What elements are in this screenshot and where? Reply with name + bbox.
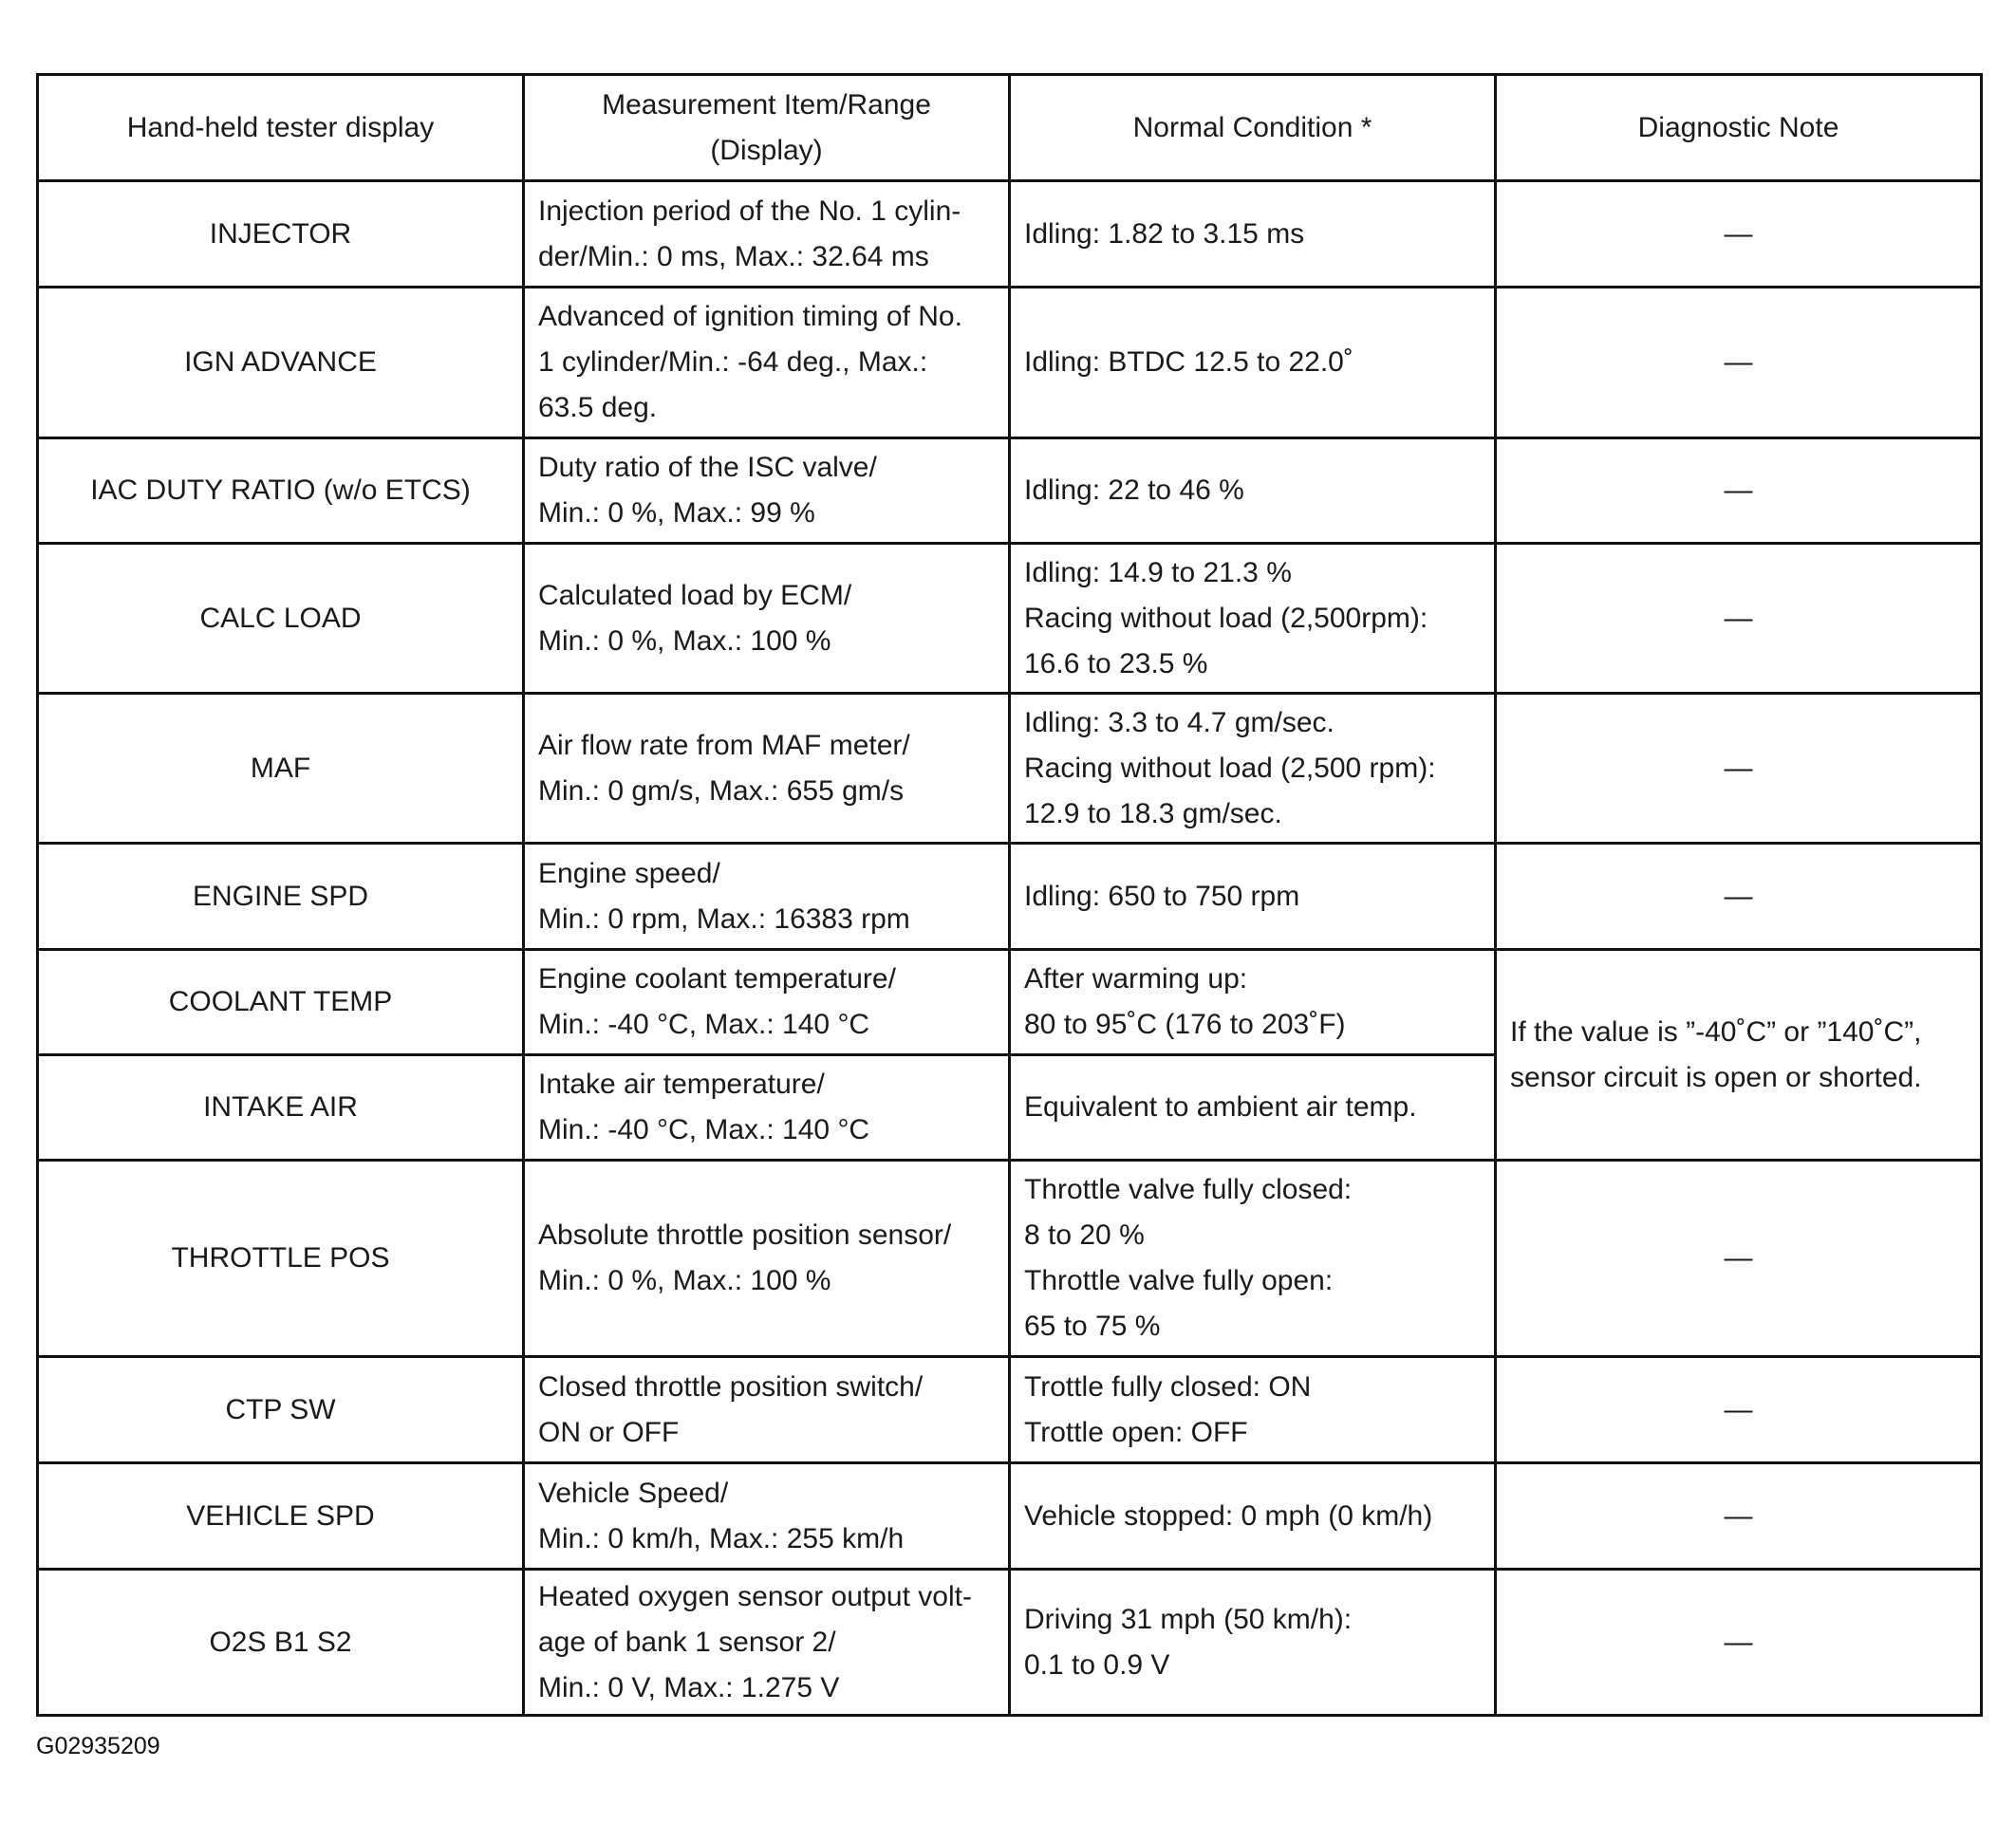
header-label: Hand-held tester display xyxy=(126,111,435,143)
header-cell xyxy=(1496,75,1982,181)
tester-display-cell xyxy=(38,694,524,844)
measurement-range-text: Heated oxygen sensor output volt- age of bank 1 sensor 2/ Min.: 0 V, Max.: 1.275 V xyxy=(538,1580,972,1703)
diagnostic-note-text: — xyxy=(1724,880,1753,912)
tester-display-cell xyxy=(38,1161,524,1357)
normal-condition-text: Trottle fully closed: ON Trottle open: OFF xyxy=(1024,1370,1312,1448)
normal-condition-cell xyxy=(1010,1055,1496,1161)
tester-display-text: IAC DUTY RATIO (w/o ETCS) xyxy=(90,474,471,506)
tester-display-text: ENGINE SPD xyxy=(192,880,369,912)
diagnostic-note-cell xyxy=(1496,1357,1982,1463)
table-row xyxy=(38,950,1982,1055)
normal-condition-cell xyxy=(1010,438,1496,544)
tester-display-cell xyxy=(38,1357,524,1463)
tester-display-text: IGN ADVANCE xyxy=(184,346,377,378)
normal-condition-text: Vehicle stopped: 0 mph (0 km/h) xyxy=(1024,1499,1433,1532)
tester-display-cell xyxy=(38,181,524,288)
diagnostic-note-cell xyxy=(1496,1570,1982,1716)
diagnostic-note-text: — xyxy=(1724,1393,1753,1425)
diagnostic-note-text: — xyxy=(1724,1499,1753,1532)
normal-condition-text: After warming up: 80 to 95˚C (176 to 203˚F) xyxy=(1024,963,1346,1040)
table-row xyxy=(38,288,1982,438)
measurement-range-cell xyxy=(524,1055,1010,1161)
measurement-range-text: Closed throttle position switch/ ON or OFF xyxy=(538,1370,924,1448)
figure-id-label: G02935209 xyxy=(36,1733,160,1759)
measurement-range-text: Injection period of the No. 1 cylin- der/Min.: 0 ms, Max.: 32.64 ms xyxy=(538,195,961,272)
normal-condition-text: Idling: 1.82 to 3.15 ms xyxy=(1024,217,1305,250)
diagnostic-note-cell xyxy=(1496,1161,1982,1357)
measurement-range-cell xyxy=(524,694,1010,844)
tester-display-text: VEHICLE SPD xyxy=(186,1499,375,1532)
diagnostic-note-cell xyxy=(1496,544,1982,694)
tester-display-cell xyxy=(38,1055,524,1161)
normal-condition-text: Throttle valve fully closed: 8 to 20 % Throttle valve fully open: 65 to 75 % xyxy=(1024,1174,1353,1342)
measurement-range-cell xyxy=(524,844,1010,950)
header-cell xyxy=(38,75,524,181)
diagnostic-note-text: — xyxy=(1724,346,1753,378)
normal-condition-cell xyxy=(1010,1161,1496,1357)
normal-condition-text: Idling: 650 to 750 rpm xyxy=(1024,880,1300,912)
measurement-range-text: Vehicle Speed/ Min.: 0 km/h, Max.: 255 km/h xyxy=(538,1477,905,1554)
diagnostic-note-text: — xyxy=(1724,474,1753,506)
tester-display-text: CTP SW xyxy=(225,1393,336,1425)
diagnostic-note-cell xyxy=(1496,1463,1982,1570)
measurement-range-cell xyxy=(524,950,1010,1055)
tester-display-cell xyxy=(38,950,524,1055)
measurement-range-cell xyxy=(524,1357,1010,1463)
measurement-range-cell xyxy=(524,288,1010,438)
measurement-range-text: Calculated load by ECM/ Min.: 0 %, Max.: 100 % xyxy=(538,579,852,657)
normal-condition-cell xyxy=(1010,544,1496,694)
table-row xyxy=(38,1570,1982,1716)
header-label: Measurement Item/Range (Display) xyxy=(602,88,931,166)
tester-display-cell xyxy=(38,1570,524,1716)
measurement-range-text: Air flow rate from MAF meter/ Min.: 0 gm/s, Max.: 655 gm/s xyxy=(538,729,910,807)
table-row xyxy=(38,544,1982,694)
diagnostic-note-text: — xyxy=(1724,1242,1753,1274)
measurement-range-text: Engine speed/ Min.: 0 rpm, Max.: 16383 rpm xyxy=(538,857,910,935)
measurement-range-cell xyxy=(524,1570,1010,1716)
table-row xyxy=(38,1357,1982,1463)
diagnostic-note-cell xyxy=(1496,288,1982,438)
table-row xyxy=(38,438,1982,544)
tester-display-text: INTAKE AIR xyxy=(203,1091,358,1123)
measurement-range-cell xyxy=(524,181,1010,288)
table-row xyxy=(38,844,1982,950)
diagnostic-note-text: — xyxy=(1724,752,1753,784)
header-label: Diagnostic Note xyxy=(1637,111,1839,143)
normal-condition-cell xyxy=(1010,288,1496,438)
tester-display-cell xyxy=(38,844,524,950)
measurement-range-text: Duty ratio of the ISC valve/ Min.: 0 %, Max.: 99 % xyxy=(538,452,877,529)
normal-condition-text: Equivalent to ambient air temp. xyxy=(1024,1091,1417,1123)
normal-condition-cell xyxy=(1010,181,1496,288)
header-cell xyxy=(1010,75,1496,181)
tester-display-cell xyxy=(38,438,524,544)
table-row xyxy=(38,1161,1982,1357)
normal-condition-cell xyxy=(1010,1357,1496,1463)
normal-condition-cell xyxy=(1010,694,1496,844)
diagnostic-note-text: If the value is ”-40˚C” or ”140˚C”, sensor circuit is open or shorted. xyxy=(1510,1015,1922,1093)
measurement-range-cell xyxy=(524,1161,1010,1357)
normal-condition-text: Driving 31 mph (50 km/h): 0.1 to 0.9 V xyxy=(1024,1603,1353,1681)
header-cell xyxy=(524,75,1010,181)
normal-condition-cell xyxy=(1010,1463,1496,1570)
tester-display-text: INJECTOR xyxy=(209,217,352,250)
tester-display-text: COOLANT TEMP xyxy=(168,986,393,1017)
table-row xyxy=(38,1463,1982,1570)
normal-condition-text: Idling: 14.9 to 21.3 % Racing without load (2,500rpm): 16.6 to 23.5 % xyxy=(1024,556,1428,679)
normal-condition-cell xyxy=(1010,1570,1496,1716)
tester-display-cell xyxy=(38,1463,524,1570)
diagnostic-note-cell xyxy=(1496,694,1982,844)
diagnostic-note-text: — xyxy=(1724,1626,1753,1658)
measurement-range-cell xyxy=(524,1463,1010,1570)
table-row xyxy=(38,181,1982,288)
measurement-range-text: Absolute throttle position sensor/ Min.: 0 %, Max.: 100 % xyxy=(538,1219,952,1296)
normal-condition-cell xyxy=(1010,844,1496,950)
diagnostic-note-cell xyxy=(1496,438,1982,544)
measurement-range-text: Intake air temperature/ Min.: -40 °C, Max.: 140 °C xyxy=(538,1069,870,1145)
normal-condition-text: Idling: 22 to 46 % xyxy=(1024,474,1244,506)
normal-condition-text: Idling: BTDC 12.5 to 22.0˚ xyxy=(1024,346,1353,378)
measurement-range-cell xyxy=(524,438,1010,544)
tester-display-text: O2S B1 S2 xyxy=(209,1626,352,1658)
tester-display-text: THROTTLE POS xyxy=(171,1242,390,1274)
diagnostic-note-text: — xyxy=(1724,602,1753,634)
normal-condition-cell xyxy=(1010,950,1496,1055)
header-label: Normal Condition * xyxy=(1132,111,1372,143)
tester-display-text: MAF xyxy=(250,752,311,784)
diagnostic-note-cell xyxy=(1496,844,1982,950)
table-row xyxy=(38,694,1982,844)
measurement-range-text: Engine coolant temperature/ Min.: -40 °C, Max.: 140 °C xyxy=(538,963,896,1040)
data-list-table xyxy=(36,73,1983,1717)
tester-display-cell xyxy=(38,544,524,694)
tester-display-cell xyxy=(38,288,524,438)
diagnostic-note-text: — xyxy=(1724,217,1753,250)
diagnostic-note-cell xyxy=(1496,950,1982,1161)
measurement-range-cell xyxy=(524,544,1010,694)
diagnostic-note-cell xyxy=(1496,181,1982,288)
table-header-row xyxy=(38,75,1982,181)
data-list-table-container xyxy=(36,73,1983,1715)
normal-condition-text: Idling: 3.3 to 4.7 gm/sec. Racing without load (2,500 rpm): 12.9 to 18.3 gm/sec. xyxy=(1024,706,1436,829)
measurement-range-text: Advanced of ignition timing of No. 1 cylinder/Min.: -64 deg., Max.: 63.5 deg. xyxy=(538,301,962,423)
tester-display-text: CALC LOAD xyxy=(199,602,362,634)
